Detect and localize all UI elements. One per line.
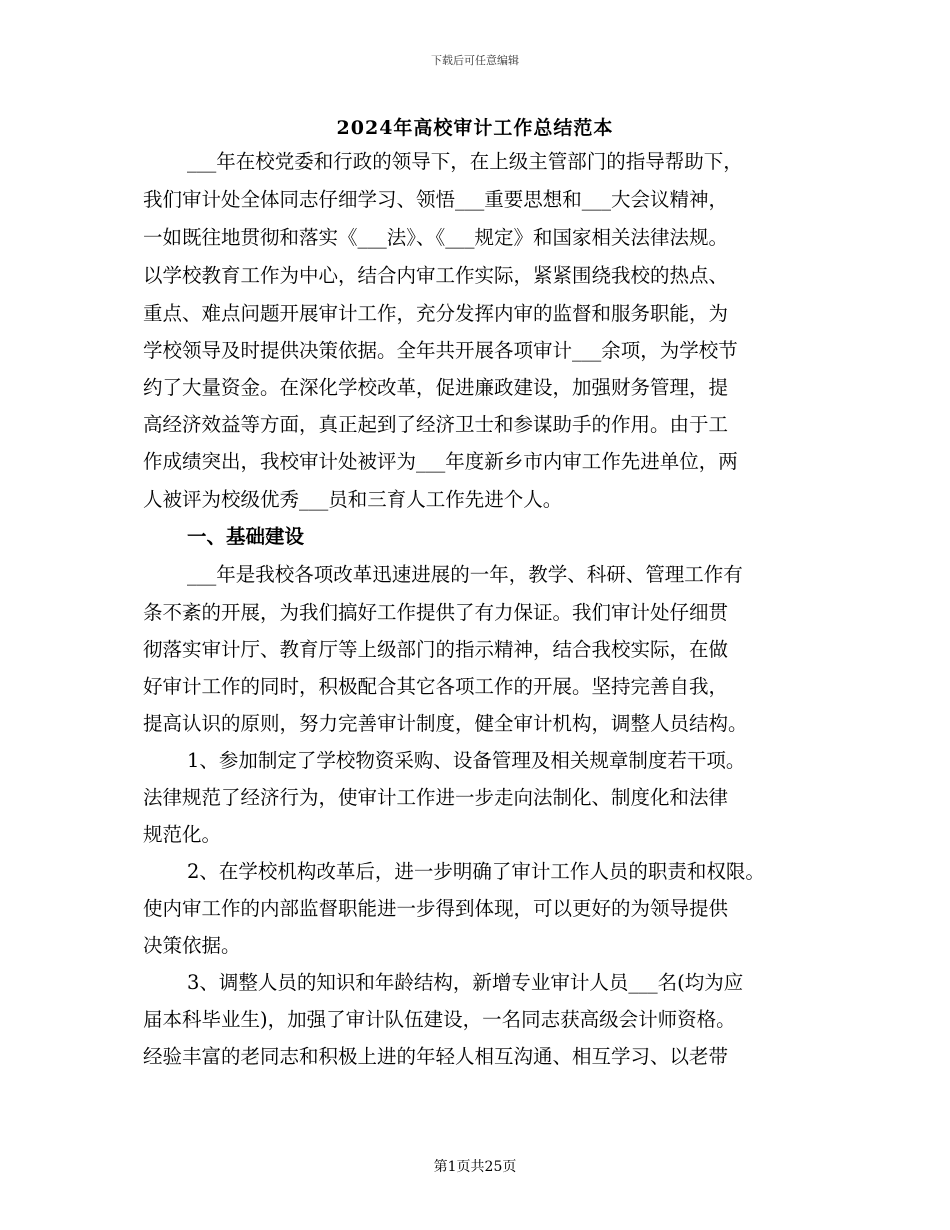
paragraph-line: 好审计工作的同时，积极配合其它各项工作的开展。坚持完善自我， [143,675,729,698]
paragraph-line: 高经济效益等方面，真正起到了经济卫士和参谋助手的作用。由于工 [143,413,729,436]
paragraph-line: 使内审工作的内部监督职能进一步得到体现，可以更好的为领导提供 [143,897,729,920]
paragraph-line: 法律规范了经济行为，使审计工作进一步走向法制化、制度化和法律 [143,786,729,809]
paragraph-line: 约了大量资金。在深化学校改革，促进廉政建设，加强财务管理，提 [143,376,729,399]
paragraph-line: 彻落实审计厅、教育厅等上级部门的指示精神，结合我校实际，在做 [143,638,729,661]
paragraph-line: 规范化。 [143,823,222,846]
paragraph-line: 学校领导及时提供决策依据。全年共开展各项审计___余项，为学校节 [143,339,738,362]
page-number: 第1页共25页 [433,1159,517,1175]
list-item-line: 1、参加制定了学校物资采购、设备管理及相关规章制度若干项。 [187,749,746,772]
paragraph-line: 决策依据。 [143,934,241,957]
paragraph-line: 一如既往地贯彻和落实《___法》、《___规定》和国家相关法律法规。 [143,226,729,249]
paragraph-line: ___年是我校各项改革迅速进展的一年，教学、科研、管理工作有 [187,563,743,586]
paragraph-line: 届本科毕业生)，加强了审计队伍建设，一名同志获高级会计师资格。 [143,1008,736,1031]
paragraph-line: 以学校教育工作为中心，结合内审工作实际，紧紧围绕我校的热点、 [143,264,729,287]
paragraph-line: 条不紊的开展，为我们搞好工作提供了有力保证。我们审计处仔细贯 [143,601,729,624]
paragraph-line: 我们审计处全体同志仔细学习、领悟___重要思想和___大会议精神， [143,188,729,211]
paragraph-line: 经验丰富的老同志和积极上进的年轻人相互沟通、相互学习、以老带 [143,1045,729,1068]
paragraph-line: 提高认识的原则，努力完善审计制度，健全审计机构，调整人员结构。 [143,712,748,735]
list-item-line: 2、在学校机构改革后，进一步明确了审计工作人员的职责和权限。 [187,860,765,883]
header-note: 下载后可任意编辑 [431,54,519,67]
document-title: 2024年高校审计工作总结范本 [336,117,614,139]
paragraph-line: 作成绩突出，我校审计处被评为___年度新乡市内审工作先进单位，两 [143,450,738,473]
paragraph-line: 重点、难点问题开展审计工作，充分发挥内审的监督和服务职能，为 [143,302,729,325]
section-heading: 一、基础建设 [187,525,305,548]
paragraph-line: ___年在校党委和行政的领导下，在上级主管部门的指导帮助下， [187,150,743,173]
paragraph-line: 人被评为校级优秀___员和三育人工作先进个人。 [143,488,563,511]
list-item-line: 3、调整人员的知识和年龄结构，新增专业审计人员___名(均为应 [187,971,744,994]
